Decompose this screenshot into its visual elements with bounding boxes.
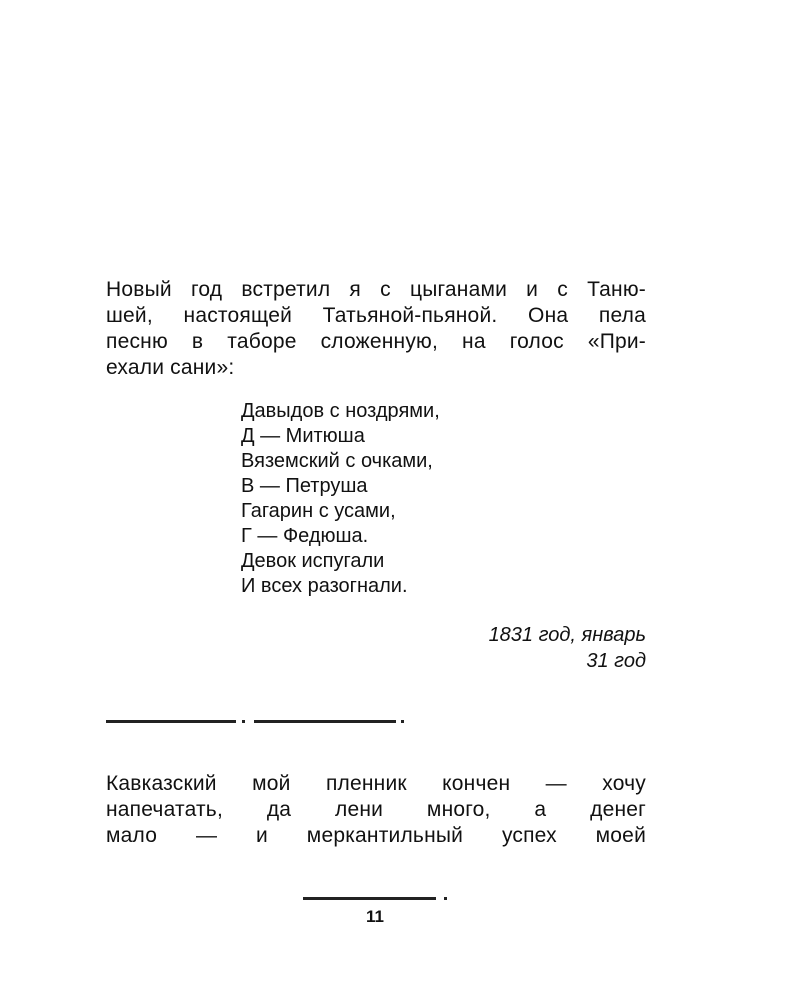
verse-line: Девок испугали (241, 550, 385, 572)
verse-line: В — Петруша (241, 475, 368, 497)
final-paragraph (106, 771, 646, 849)
intro-line: шей, настоящей Татьяной-пьяной. Она пела (106, 304, 646, 327)
dateline-year: 31 год (586, 650, 646, 672)
footer-rule-dot (444, 897, 447, 900)
verse-block (241, 399, 440, 599)
verse-line: Г — Федюша. (241, 525, 369, 547)
dateline-date: 1831 год, январь (488, 624, 646, 646)
divider-dot (242, 720, 245, 723)
verse-line: И всех разогнали. (241, 575, 408, 597)
divider-dot (401, 720, 404, 723)
footer-rule-line (303, 897, 436, 900)
divider-rule-right (254, 720, 396, 723)
final-line: напечатать, да лени много, а денег (106, 798, 646, 821)
divider-rule-left (106, 720, 236, 723)
intro-line: песню в таборе сложенную, на голос «При- (106, 330, 646, 353)
verse-line: Гагарин с усами, (241, 500, 396, 522)
verse-line: Вяземский с очками, (241, 450, 433, 472)
intro-line: Новый год встретил я с цыганами и с Таню- (106, 278, 646, 301)
intro-line: ехали сани»: (106, 356, 235, 379)
verse-line: Давыдов с ноздрями, (241, 400, 440, 422)
final-line: Кавказский мой пленник кончен — хочу (106, 772, 646, 795)
verse-line: Д — Митюша (241, 425, 365, 447)
final-line: мало — и меркантильный успех моей (106, 824, 646, 847)
dateline (489, 622, 646, 674)
page-number: 11 (366, 907, 384, 926)
intro-paragraph (106, 277, 646, 381)
